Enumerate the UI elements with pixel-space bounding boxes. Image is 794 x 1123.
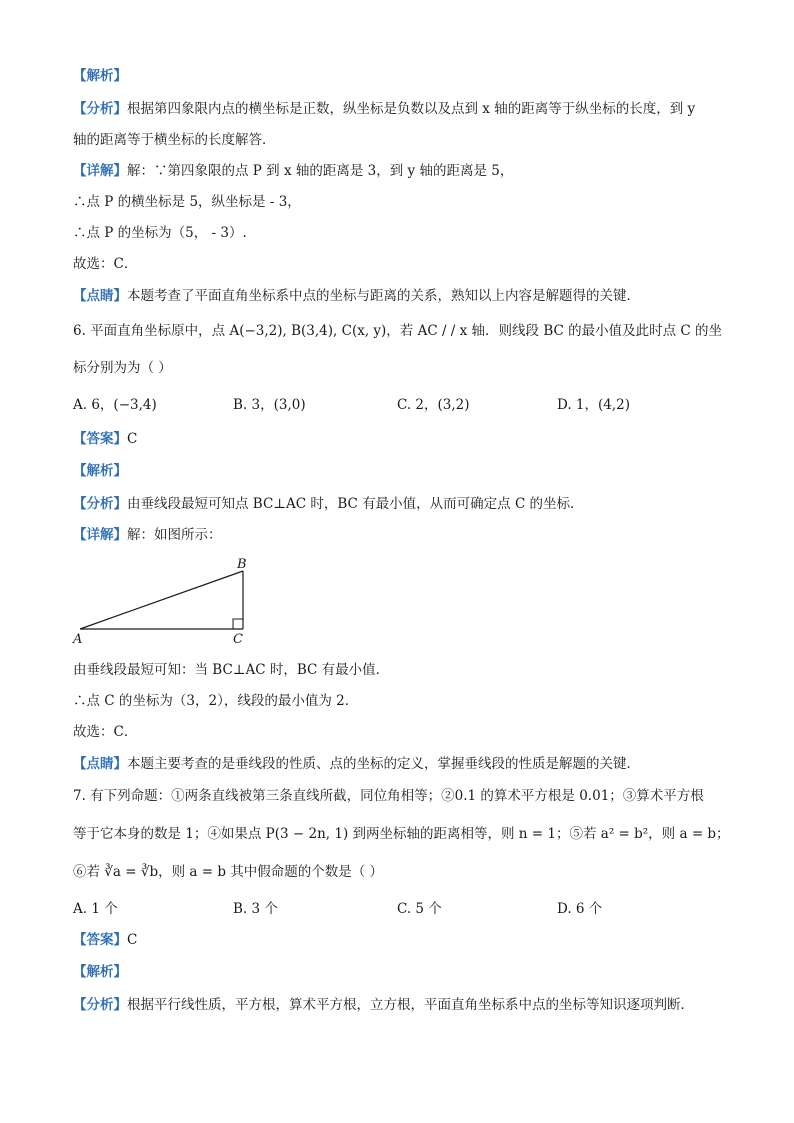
triangle-figure xyxy=(70,553,260,648)
q7-tag-jiexi: 【解析】 xyxy=(73,964,127,980)
q6-option-b: B. 3，(3,0) xyxy=(233,397,306,413)
choice-line: 故选：C． xyxy=(73,256,138,272)
right-angle-mark xyxy=(233,619,243,629)
question-7-line-1: 7. 有下列命题：①两条直线被第三条直线所截，同位角相等；②0.1 的算术平方根是 0.01；③算术平方根 xyxy=(73,788,704,804)
label-a: A xyxy=(73,632,83,647)
q6-option-d: D. 1，(4,2) xyxy=(557,397,631,413)
q6-answer: 【答案】C xyxy=(73,431,138,447)
question-6-line-1: 6. 平面直角坐标原中，点 A(−3,2), B(3,4), C(x, y)，若 AC / / x 轴．则线段 BC 的最小值及此时点 C 的坐 xyxy=(73,323,723,339)
q7-option-b: B. 3 个 xyxy=(233,901,278,917)
question-7-line-2: 等于它本身的数是 1；④如果点 P(3 − 2n, 1) 到两坐标轴的距离相等，则 n = 1；⑤若 a² = b²，则 a = b； xyxy=(73,826,730,842)
q6-analysis: 【分析】由垂线段最短可知点 BC⊥AC 时，BC 有最小值，从而可确定点 C 的坐标． xyxy=(73,496,584,512)
q6-comment: 【点睛】本题主要考查的是垂线段的性质、点的坐标的定义，掌握垂线段的性质是解题的关键． xyxy=(73,756,640,772)
q7-analysis: 【分析】根据平行线性质，平方根，算术平方根，立方根，平面直角坐标系中点的坐标等知识逐项判断． xyxy=(73,997,694,1013)
q6-detail: 【详解】解：如图所示： xyxy=(73,527,222,543)
analysis-line-2: 轴的距离等于横坐标的长度解答． xyxy=(73,132,276,148)
label-b: B xyxy=(237,557,247,572)
detail-line-2: ∴点 P 的横坐标是 5，纵坐标是 - 3， xyxy=(73,194,301,210)
q7-answer: 【答案】C xyxy=(73,932,138,948)
q6-choice: 故选：C． xyxy=(73,724,138,740)
q6-step-1: 由垂线段最短可知：当 BC⊥AC 时，BC 有最小值． xyxy=(73,662,390,678)
segment-ab xyxy=(80,571,243,629)
question-7-line-3: ⑥若 ∛a = ∛b，则 a = b 其中假命题的个数是（ ） xyxy=(73,864,384,880)
question-6-line-2: 标分别为为（ ） xyxy=(73,360,172,376)
detail-line-3: ∴点 P 的坐标为（5， - 3）. xyxy=(73,225,247,241)
q7-option-a: A. 1 个 xyxy=(73,901,118,917)
q6-tag-jiexi: 【解析】 xyxy=(73,463,127,479)
q6-step-2: ∴点 C 的坐标为（3，2），线段的最小值为 2． xyxy=(73,693,359,709)
q6-option-c: C. 2，(3,2) xyxy=(397,397,470,413)
comment-line: 【点睛】本题考查了平面直角坐标系中点的坐标与距离的关系，熟知以上内容是解题得的关键． xyxy=(73,288,640,304)
q7-option-d: D. 6 个 xyxy=(557,901,603,917)
q7-option-c: C. 5 个 xyxy=(397,901,442,917)
q6-option-a: A. 6，(−3,4) xyxy=(73,397,157,413)
analysis-line-1: 【分析】根据第四象限内点的横坐标是正数，纵坐标是负数以及点到 x 轴的距离等于纵坐标的长度，到 y xyxy=(73,101,696,117)
section-tag-jiexi: 【解析】 xyxy=(73,68,127,84)
detail-line-1: 【详解】解：∵第四象限的点 P 到 x 轴的距离是 3，到 y 轴的距离是 5， xyxy=(73,163,514,179)
label-c: C xyxy=(233,632,243,647)
